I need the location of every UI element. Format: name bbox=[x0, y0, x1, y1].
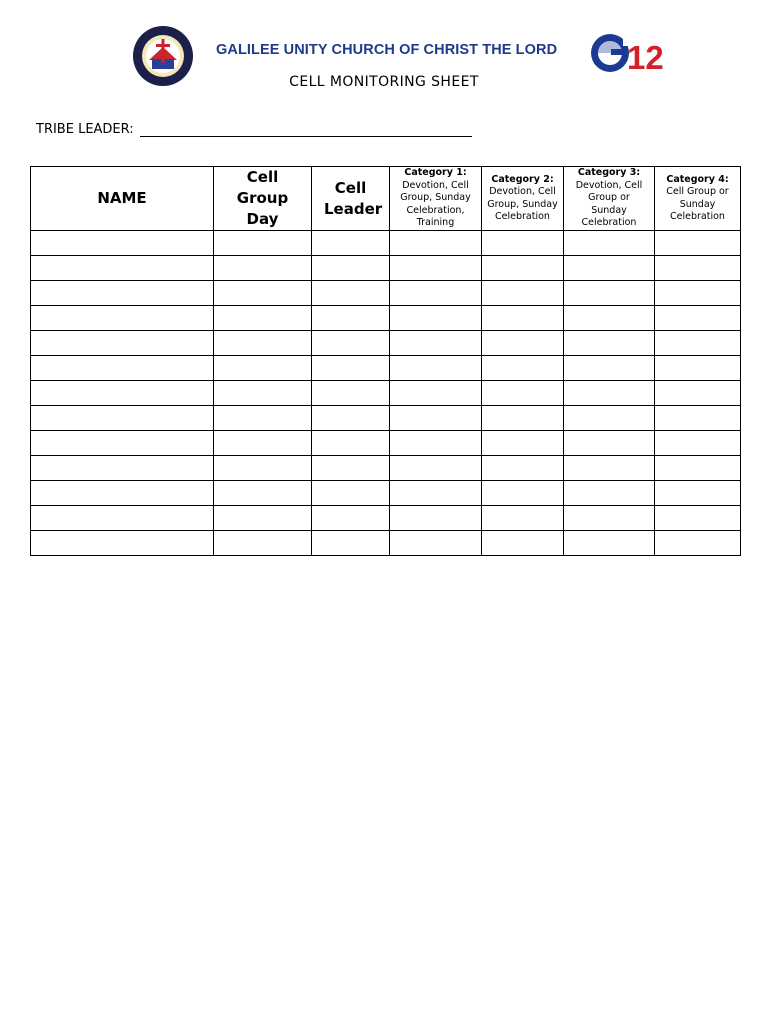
col-header-cell-group-day: Cell Group Day bbox=[214, 167, 312, 231]
sheet-title: CELL MONITORING SHEET bbox=[289, 74, 479, 90]
table-cell[interactable] bbox=[312, 231, 390, 256]
table-cell[interactable] bbox=[482, 481, 564, 506]
table-cell[interactable] bbox=[564, 456, 655, 481]
table-cell[interactable] bbox=[564, 281, 655, 306]
table-cell[interactable] bbox=[214, 456, 312, 481]
table-row bbox=[31, 256, 741, 281]
table-cell[interactable] bbox=[214, 356, 312, 381]
col-header-category-3: Category 3: Devotion, Cell Group or Sunday Celebration bbox=[564, 167, 655, 231]
table-cell[interactable] bbox=[31, 456, 214, 481]
table-cell[interactable] bbox=[390, 456, 482, 481]
col-header-cell-leader: Cell Leader bbox=[312, 167, 390, 231]
table-cell[interactable] bbox=[31, 381, 214, 406]
table-cell[interactable] bbox=[214, 381, 312, 406]
table-row bbox=[31, 356, 741, 381]
table-cell[interactable] bbox=[482, 331, 564, 356]
table-cell[interactable] bbox=[482, 281, 564, 306]
table-row bbox=[31, 406, 741, 431]
table-cell[interactable] bbox=[31, 356, 214, 381]
table-cell[interactable] bbox=[390, 381, 482, 406]
table-cell[interactable] bbox=[482, 431, 564, 456]
table-cell[interactable] bbox=[655, 306, 741, 331]
g12-logo-text: 12 bbox=[627, 39, 664, 76]
table-cell[interactable] bbox=[31, 406, 214, 431]
table-cell[interactable] bbox=[564, 481, 655, 506]
table-cell[interactable] bbox=[390, 531, 482, 556]
page-header bbox=[0, 0, 768, 110]
table-cell[interactable] bbox=[564, 331, 655, 356]
table-row bbox=[31, 331, 741, 356]
table-cell[interactable] bbox=[564, 231, 655, 256]
table-cell[interactable] bbox=[312, 256, 390, 281]
table-cell[interactable] bbox=[312, 331, 390, 356]
table-cell[interactable] bbox=[390, 231, 482, 256]
table-cell[interactable] bbox=[564, 506, 655, 531]
table-cell[interactable] bbox=[31, 331, 214, 356]
table-cell[interactable] bbox=[312, 531, 390, 556]
g12-logo-icon bbox=[590, 30, 668, 76]
table-cell[interactable] bbox=[214, 256, 312, 281]
col-header-category-1: Category 1: Devotion, Cell Group, Sunday Celebration, Training bbox=[390, 167, 482, 231]
tribe-leader-input[interactable] bbox=[140, 122, 472, 137]
table-cell[interactable] bbox=[390, 431, 482, 456]
table-cell[interactable] bbox=[482, 256, 564, 281]
church-name: GALILEE UNITY CHURCH OF CHRIST THE LORD bbox=[216, 42, 558, 58]
table-cell[interactable] bbox=[390, 506, 482, 531]
table-cell[interactable] bbox=[655, 431, 741, 456]
table-cell[interactable] bbox=[312, 481, 390, 506]
table-cell[interactable] bbox=[482, 506, 564, 531]
table-row bbox=[31, 431, 741, 456]
tribe-leader-label: TRIBE LEADER: bbox=[36, 122, 134, 137]
table-cell[interactable] bbox=[312, 281, 390, 306]
table-cell[interactable] bbox=[564, 531, 655, 556]
table-cell[interactable] bbox=[655, 356, 741, 381]
table-cell[interactable] bbox=[655, 406, 741, 431]
table-cell[interactable] bbox=[214, 331, 312, 356]
table-cell[interactable] bbox=[482, 306, 564, 331]
table-row bbox=[31, 231, 741, 256]
table-row bbox=[31, 381, 741, 406]
table-cell[interactable] bbox=[214, 231, 312, 256]
table-cell[interactable] bbox=[564, 356, 655, 381]
table-row bbox=[31, 506, 741, 531]
table-cell[interactable] bbox=[31, 531, 214, 556]
table-cell[interactable] bbox=[390, 331, 482, 356]
table-cell[interactable] bbox=[390, 406, 482, 431]
table-cell[interactable] bbox=[655, 531, 741, 556]
table-cell[interactable] bbox=[312, 306, 390, 331]
table-cell[interactable] bbox=[31, 281, 214, 306]
table-cell[interactable] bbox=[564, 256, 655, 281]
table-row bbox=[31, 281, 741, 306]
table-cell[interactable] bbox=[564, 381, 655, 406]
table-cell[interactable] bbox=[482, 231, 564, 256]
table-cell[interactable] bbox=[312, 356, 390, 381]
table-cell[interactable] bbox=[31, 256, 214, 281]
table-cell[interactable] bbox=[31, 481, 214, 506]
table-cell[interactable] bbox=[655, 331, 741, 356]
monitoring-table bbox=[30, 166, 741, 556]
table-cell[interactable] bbox=[482, 356, 564, 381]
col-header-category-2: Category 2: Devotion, Cell Group, Sunday Celebration bbox=[482, 167, 564, 231]
table-cell[interactable] bbox=[214, 481, 312, 506]
table-cell[interactable] bbox=[31, 506, 214, 531]
table-row bbox=[31, 306, 741, 331]
table-cell[interactable] bbox=[312, 456, 390, 481]
table-row bbox=[31, 456, 741, 481]
table-cell[interactable] bbox=[482, 381, 564, 406]
header-row bbox=[31, 167, 741, 231]
table-cell[interactable] bbox=[312, 381, 390, 406]
table-cell[interactable] bbox=[390, 356, 482, 381]
table-cell[interactable] bbox=[655, 481, 741, 506]
table-cell[interactable] bbox=[214, 281, 312, 306]
table-cell[interactable] bbox=[312, 506, 390, 531]
table-cell[interactable] bbox=[482, 456, 564, 481]
table-cell[interactable] bbox=[214, 506, 312, 531]
tribe-leader-field bbox=[36, 122, 472, 137]
table-cell[interactable] bbox=[655, 456, 741, 481]
table-cell[interactable] bbox=[214, 406, 312, 431]
col-header-category-4: Category 4: Cell Group or Sunday Celebration bbox=[655, 167, 741, 231]
table-cell[interactable] bbox=[390, 481, 482, 506]
table-row bbox=[31, 481, 741, 506]
table-cell[interactable] bbox=[655, 256, 741, 281]
table-cell[interactable] bbox=[564, 431, 655, 456]
table-cell[interactable] bbox=[31, 306, 214, 331]
table-cell[interactable] bbox=[312, 406, 390, 431]
table-cell[interactable] bbox=[31, 431, 214, 456]
table-cell[interactable] bbox=[390, 306, 482, 331]
col-header-name: NAME bbox=[31, 167, 214, 231]
table-body bbox=[31, 231, 741, 556]
table-cell[interactable] bbox=[655, 231, 741, 256]
table-cell[interactable] bbox=[564, 406, 655, 431]
table-cell[interactable] bbox=[214, 531, 312, 556]
table-cell[interactable] bbox=[655, 281, 741, 306]
table-cell[interactable] bbox=[214, 306, 312, 331]
table-cell[interactable] bbox=[31, 231, 214, 256]
table-cell[interactable] bbox=[655, 506, 741, 531]
table-cell[interactable] bbox=[564, 306, 655, 331]
table-row bbox=[31, 531, 741, 556]
table-cell[interactable] bbox=[390, 256, 482, 281]
table-cell[interactable] bbox=[214, 431, 312, 456]
table-cell[interactable] bbox=[312, 431, 390, 456]
table-cell[interactable] bbox=[655, 381, 741, 406]
table-cell[interactable] bbox=[482, 531, 564, 556]
table-cell[interactable] bbox=[390, 281, 482, 306]
table-cell[interactable] bbox=[482, 406, 564, 431]
